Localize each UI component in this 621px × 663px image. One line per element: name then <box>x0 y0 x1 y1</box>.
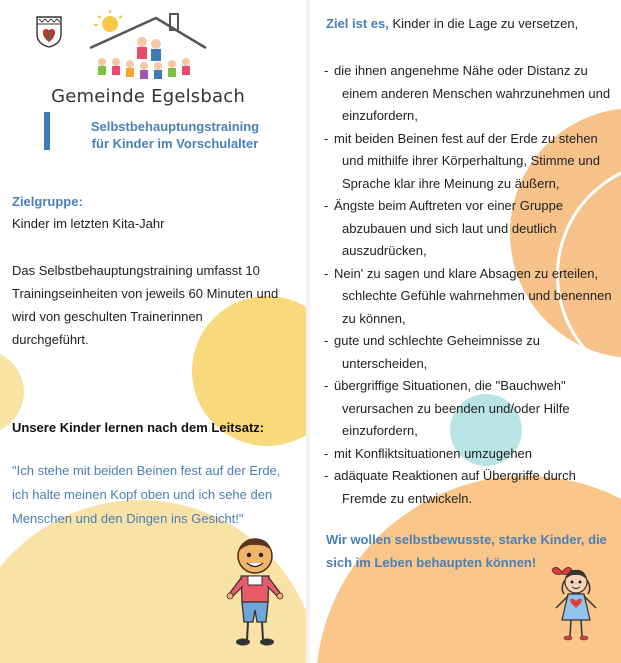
description-line: wird von geschulten Trainerinnen <box>12 309 203 324</box>
closing-line: Wir wollen selbstbewusste, starke Kinder, die <box>326 532 607 547</box>
list-item <box>324 128 616 196</box>
motto-quote <box>12 459 304 531</box>
subtitle <box>60 118 290 152</box>
goals-list <box>324 60 616 510</box>
list-item-line: auszudrücken, <box>342 243 427 258</box>
right-panel <box>310 0 621 663</box>
list-item-line: verursachen zu beenden und/oder Hilfe <box>342 400 570 416</box>
list-item <box>324 330 616 375</box>
list-item-line: - die ihnen angenehme Nähe oder Distanz zu <box>334 63 588 78</box>
motto-line: Menschen und den Dingen ins Gesicht!" <box>12 511 244 526</box>
list-item-line: - Nein' zu sagen und klare Absagen zu erteilen, <box>334 265 599 281</box>
description-line: Trainingseinheiten von jeweils 60 Minuten und <box>12 286 279 301</box>
list-item-line: einzufordern, <box>342 108 418 123</box>
motto-intro: Unsere Kinder lernen nach dem Leitsatz: <box>12 420 265 435</box>
page-title: Gemeinde Egelsbach <box>51 86 245 107</box>
list-item-line: zu können, <box>342 310 406 326</box>
list-item-line: abzubauen und sich laut und deutlich <box>342 220 557 236</box>
accent-bar <box>44 112 50 150</box>
boy-drawing <box>224 536 286 648</box>
motto-line: "Ich stehe mit beiden Beinen fest auf der Erde, <box>12 463 281 478</box>
list-item <box>324 60 616 128</box>
kindergarten-house-logo <box>84 8 210 80</box>
list-item <box>324 195 616 263</box>
list-item-line: einem anderen Menschen wahrzunehmen und <box>342 85 611 101</box>
list-item-line: - Ängste beim Auftreten vor einer Gruppe <box>334 198 564 213</box>
list-item <box>324 443 616 466</box>
subtitle-line: für Kinder im Vorschulalter <box>91 136 259 151</box>
list-item-line: einzufordern, <box>342 423 418 438</box>
list-item <box>324 263 616 331</box>
target-group-heading: Zielgruppe: <box>12 194 83 209</box>
list-item-line: schlechte Gefühle wahrnehmen und benennen <box>342 288 612 303</box>
list-item-line: - übergriffige Situationen, die "Bauchweh" <box>334 378 566 393</box>
list-item-line: - gute und schlechte Geheimnisse zu <box>334 333 540 348</box>
list-item-line: unterscheiden, <box>342 355 428 371</box>
goal-text: Kinder in die Lage zu versetzen, <box>392 16 579 31</box>
goal-heading: Ziel ist es, <box>326 16 389 31</box>
left-panel <box>0 0 306 663</box>
list-item-line: - adäquate Reaktionen auf Übergriffe durch <box>334 468 576 483</box>
list-item-line: Sprache klar ihre Meinung zu äußern, <box>342 175 560 191</box>
description-line: Das Selbstbehauptungstraining umfasst 10 <box>12 263 260 278</box>
list-item-line: - mit Konfliktsituationen umzugehen <box>334 445 533 461</box>
municipal-crest-icon <box>36 16 62 48</box>
list-item-line: und mithilfe ihrer Körperhaltung, Stimme und <box>342 153 600 168</box>
description <box>12 259 302 351</box>
description-line: durchgeführt. <box>12 332 89 347</box>
motto-line: ich halte meinen Kopf oben und ich sehe den <box>12 487 273 502</box>
subtitle-line: Selbstbehauptungstraining <box>90 119 260 134</box>
girl-drawing <box>548 562 604 644</box>
target-group-text: Kinder im letzten Kita-Jahr <box>12 216 165 231</box>
closing-line: sich im Leben behaupten können! <box>326 555 537 570</box>
goal-intro <box>326 16 578 31</box>
list-item-line: Fremde zu entwickeln. <box>342 490 473 506</box>
list-item-line: - mit beiden Beinen fest auf der Erde zu stehen <box>334 130 598 146</box>
list-item <box>324 375 616 443</box>
list-item <box>324 465 616 510</box>
